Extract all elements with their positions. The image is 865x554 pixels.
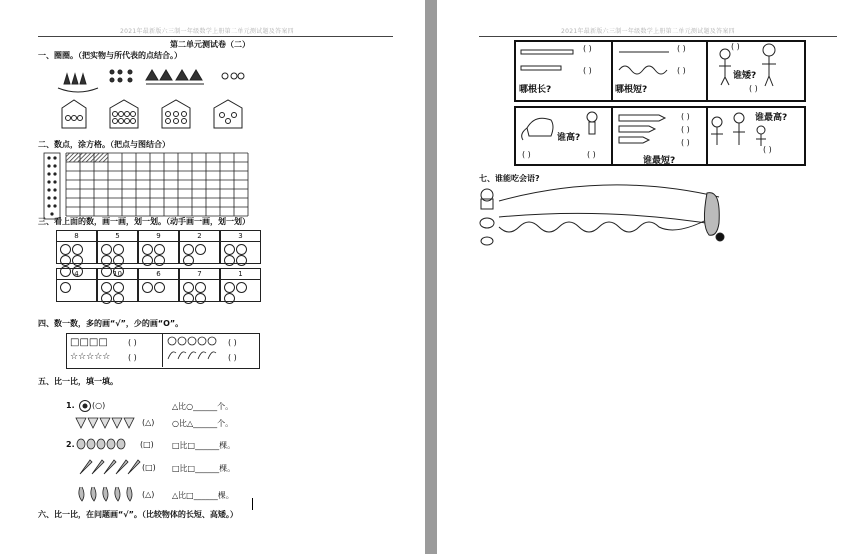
- document-page-right: [437, 0, 865, 554]
- q3-cell-divider: [139, 279, 178, 280]
- circle-shape: [142, 255, 153, 266]
- circle-shape: [154, 282, 165, 293]
- q5-item2-shape: (□): [140, 440, 154, 449]
- q3-cell[interactable]: [220, 230, 261, 264]
- paren-e3[interactable]: ( ): [681, 138, 690, 147]
- q5-item2-label: 2.: [66, 440, 75, 449]
- circle-shape: [183, 255, 194, 266]
- circle-shape: [195, 244, 206, 255]
- circle-shape: [113, 293, 124, 304]
- q3-cell[interactable]: [179, 268, 220, 302]
- question-7-title: 七、谁能吃会语?: [479, 174, 540, 183]
- q3-circles: [100, 282, 135, 304]
- paren-d1[interactable]: ( ): [522, 150, 531, 159]
- text-cursor: [252, 498, 253, 510]
- q2-grid: [0, 150, 425, 220]
- q3-number: 10: [113, 270, 122, 278]
- q4-answer-1[interactable]: ( ): [128, 338, 137, 347]
- page-header-right: 2021年最新版六三制一年级数学上册第二单元测试题及答案四: [561, 28, 735, 35]
- circle-shape: [60, 255, 71, 266]
- circle-shape: [142, 244, 153, 255]
- test-title: 第二单元测试卷（二）: [170, 40, 250, 49]
- q3-cell[interactable]: [220, 268, 261, 302]
- q3-number: 2: [197, 232, 202, 240]
- circle-shape: [113, 282, 124, 293]
- q3-cell[interactable]: [97, 230, 138, 264]
- q3-cell-divider: [57, 279, 96, 280]
- circle-shape: [60, 282, 71, 293]
- q3-cell[interactable]: [138, 268, 179, 302]
- paren-c1[interactable]: ( ): [731, 42, 740, 51]
- label-which-long: 哪根长?: [519, 85, 552, 95]
- q5-item1b-fill[interactable]: ○比△______个。: [172, 419, 234, 428]
- peppers-icon: [76, 485, 146, 503]
- paren-b1[interactable]: ( ): [677, 44, 686, 53]
- q3-cell[interactable]: [97, 268, 138, 302]
- label-which-short: 哪根短?: [615, 85, 648, 95]
- circle-shape: [224, 255, 235, 266]
- football-icon: [78, 399, 92, 413]
- q3-number: 1: [238, 270, 243, 278]
- q3-number: 4: [74, 270, 79, 278]
- q3-cell-divider: [221, 241, 260, 242]
- page-gutter: [425, 0, 437, 554]
- circle-shape: [183, 244, 194, 255]
- q3-cell-divider: [57, 241, 96, 242]
- q4-answer-4[interactable]: ( ): [228, 353, 237, 362]
- paren-c2[interactable]: ( ): [749, 84, 758, 93]
- q3-cell[interactable]: [138, 230, 179, 264]
- header-rule-right: [479, 36, 837, 37]
- q3-circles: [182, 244, 217, 266]
- paren-a2[interactable]: ( ): [583, 66, 592, 75]
- compare-table: [507, 40, 807, 170]
- paren-e2[interactable]: ( ): [681, 125, 690, 134]
- q3-cell-divider: [180, 279, 219, 280]
- circle-shape: [236, 244, 247, 255]
- q3-circles: [59, 282, 94, 293]
- q5-item2b-shape: (□): [142, 463, 156, 472]
- q3-cell-divider: [98, 241, 137, 242]
- q3-number: 9: [156, 232, 161, 240]
- q5-item2-fill[interactable]: □比□______棵。: [172, 441, 236, 450]
- circle-shape: [154, 244, 165, 255]
- label-who-short: 谁矮?: [733, 71, 757, 81]
- label-who-tallest: 谁最高?: [755, 113, 788, 123]
- circle-shape: [224, 282, 235, 293]
- circle-shape: [101, 282, 112, 293]
- circle-shape: [60, 244, 71, 255]
- question-5-title: 五、比一比，填一填。: [38, 377, 118, 386]
- q3-cell[interactable]: [56, 268, 97, 302]
- q3-cell-divider: [98, 279, 137, 280]
- paren-b2[interactable]: ( ): [677, 66, 686, 75]
- label-which-shortest: 谁最短?: [643, 156, 676, 166]
- q5-item1-label: 1.: [66, 401, 75, 410]
- q7-maze: [477, 183, 737, 253]
- circle-shape: [183, 282, 194, 293]
- question-3-title: 三、看上面的数，画一画，划一划。（动手画一画，划一划）: [38, 217, 250, 226]
- carrots-icon: [78, 458, 148, 476]
- q5-item1-shape: (○): [92, 401, 106, 410]
- q3-number: 3: [238, 232, 243, 240]
- circle-shape: [236, 282, 247, 293]
- shells-icon: [74, 416, 144, 430]
- circle-shape: [113, 255, 124, 266]
- q3-circles: [141, 282, 176, 293]
- q3-circles: [223, 282, 258, 304]
- circle-shape: [142, 282, 153, 293]
- circle-shape: [224, 244, 235, 255]
- q4-fruits: [166, 335, 246, 365]
- q1-illustrations: [0, 62, 425, 142]
- paren-e1[interactable]: ( ): [681, 112, 690, 121]
- circle-shape: [72, 244, 83, 255]
- q4-divider: [162, 333, 163, 367]
- circle-shape: [101, 293, 112, 304]
- q4-squares: □□□□: [70, 337, 108, 348]
- circle-shape: [113, 244, 124, 255]
- paren-a1[interactable]: ( ): [583, 44, 592, 53]
- circle-shape: [154, 255, 165, 266]
- q3-cell[interactable]: [179, 230, 220, 264]
- q3-cell[interactable]: [56, 230, 97, 264]
- q3-cell-divider: [180, 241, 219, 242]
- paren-d2[interactable]: ( ): [587, 150, 596, 159]
- circle-shape: [224, 293, 235, 304]
- question-1-title: 一、圈圈。（把实物与所代表的点结合。）: [38, 51, 182, 60]
- circle-shape: [101, 244, 112, 255]
- q5-item1-fill[interactable]: △比○______个。: [172, 402, 234, 411]
- q4-answer-2[interactable]: ( ): [128, 353, 137, 362]
- circle-shape: [236, 255, 247, 266]
- q3-number: 8: [74, 232, 79, 240]
- circle-shape: [101, 255, 112, 266]
- q3-circles: [223, 244, 258, 266]
- circle-shape: [195, 282, 206, 293]
- q3-number: 5: [115, 232, 120, 240]
- circle-shape: [183, 293, 194, 304]
- q3-circles: [182, 282, 217, 304]
- q5-item2c-fill[interactable]: △比□______棵。: [172, 491, 234, 500]
- q3-cell-divider: [221, 279, 260, 280]
- q5-item1b-shape: (△): [142, 418, 155, 427]
- header-rule: [38, 36, 393, 37]
- page-header: 2021年最新版六三制一年级数学上册第二单元测试题及答案四: [120, 28, 294, 35]
- question-4-title: 四、数一数，多的画“√”，少的画“O”。: [38, 319, 184, 328]
- document-page-left: [0, 0, 425, 554]
- circle-shape: [195, 293, 206, 304]
- q3-number: 6: [156, 270, 161, 278]
- q5-item2b-fill[interactable]: □比□______棵。: [172, 464, 236, 473]
- circle-shape: [72, 255, 83, 266]
- q3-cell-divider: [139, 241, 178, 242]
- q3-number: 7: [197, 270, 202, 278]
- question-2-title: 二、数点，涂方格。（把点与图结合）: [38, 140, 170, 149]
- q4-stars: ☆☆☆☆☆: [70, 352, 111, 362]
- label-who-tall: 谁高?: [557, 133, 581, 143]
- q5-item2c-shape: (△): [142, 490, 155, 499]
- q4-answer-3[interactable]: ( ): [228, 338, 237, 347]
- question-6-title: 六、比一比，在问题画“√”。（比较物体的长短、高矮。）: [38, 510, 238, 519]
- q3-circles: [141, 244, 176, 266]
- paren-f1[interactable]: ( ): [763, 145, 772, 154]
- leaves-icon: [76, 437, 136, 451]
